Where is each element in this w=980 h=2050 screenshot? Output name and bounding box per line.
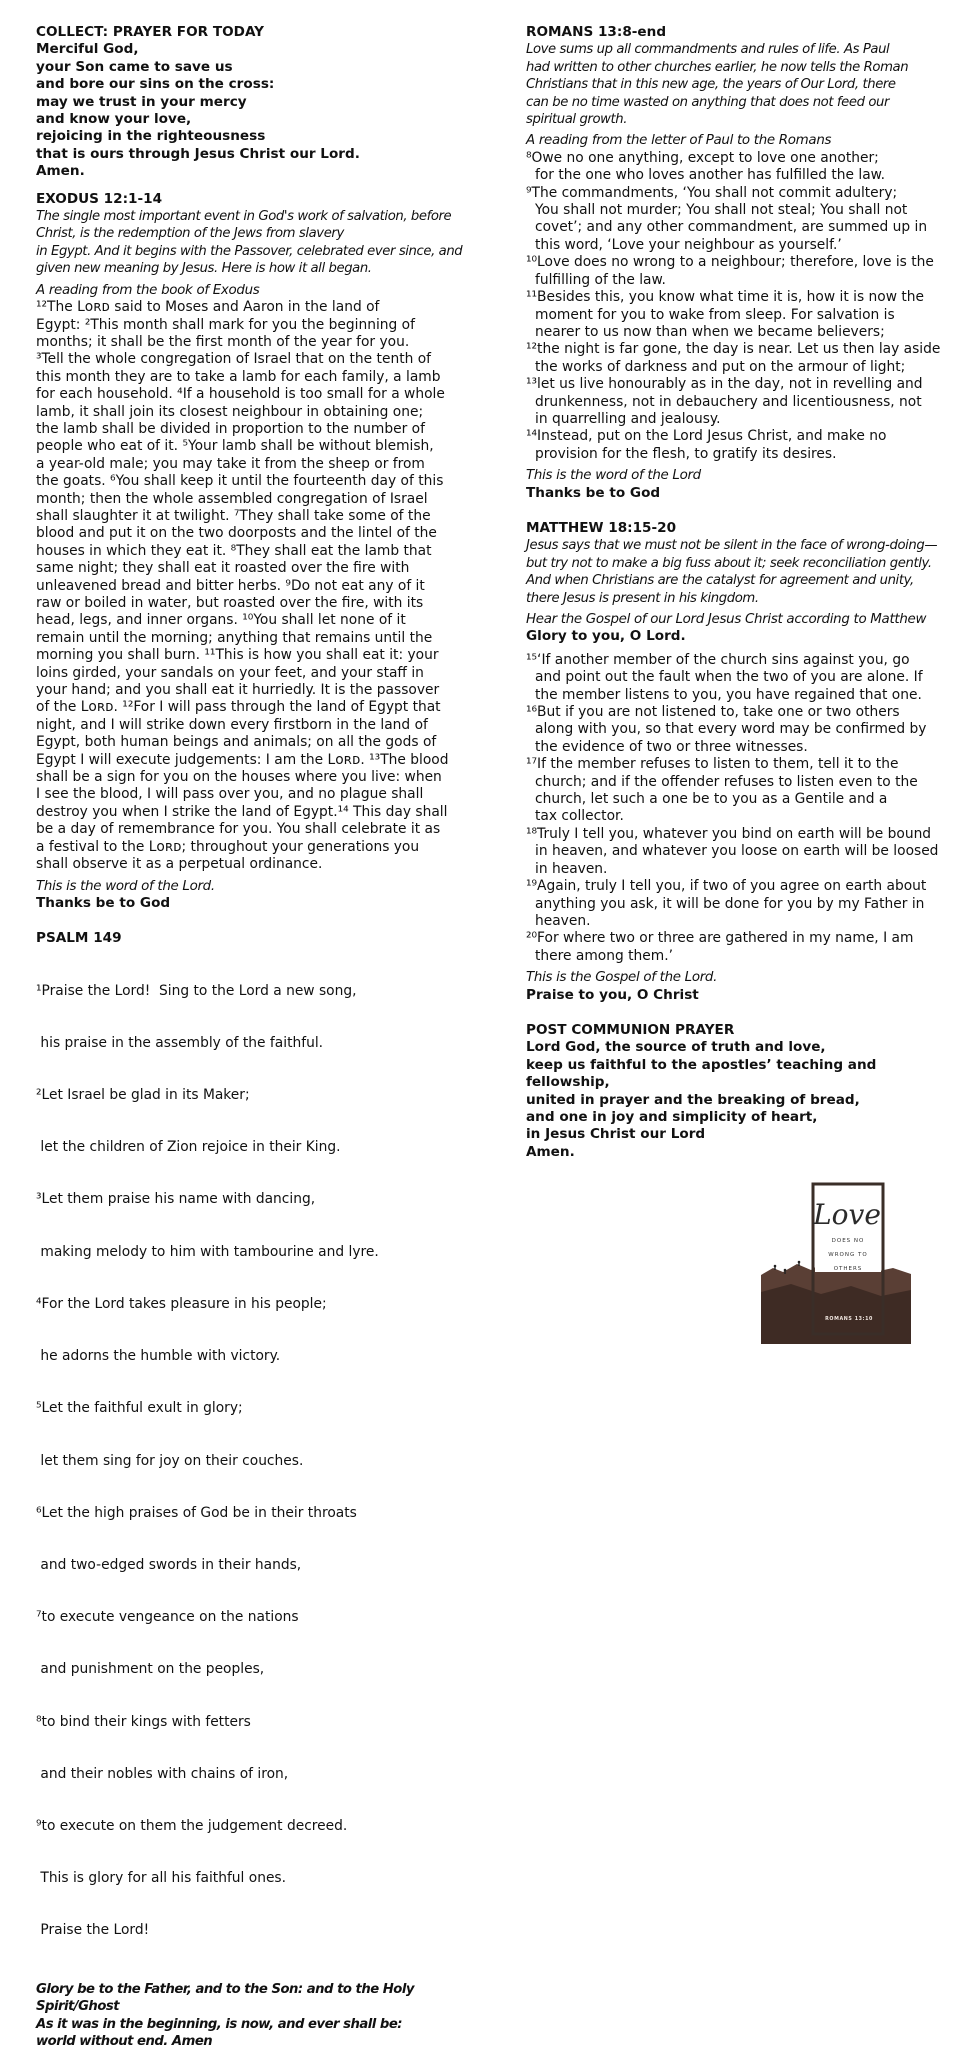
verse <box>526 341 960 376</box>
intro-line: had written to other churches earlier, he now tells the Roman <box>526 59 909 75</box>
exodus-section <box>36 191 476 913</box>
post-communion-prayer <box>526 1039 960 1161</box>
text-line: raw or boiled in water, but roasted over the fire, with its <box>36 595 424 611</box>
verse-line: ¹⁷If the member refuses to listen to them, tell it to the <box>526 756 899 773</box>
verse-line: moment for you to wake from sleep. For salvation is <box>535 306 895 323</box>
exodus-intro <box>36 208 476 278</box>
verse <box>526 185 960 255</box>
left-column <box>36 24 476 2050</box>
text-line: of the Lᴏʀᴅ. ¹²For I will pass through the land of Egypt that <box>36 699 441 716</box>
verse-line: ¹¹Besides this, you know what time it is, how it is now the <box>526 289 925 306</box>
exodus-ending: This is the word of the Lord. <box>36 878 215 894</box>
romans-text <box>526 150 960 463</box>
text-line: shall slaughter it at twilight. ⁷They shall take some of the <box>36 507 431 524</box>
psalm-line: making melody to him with tambourine and lyre. <box>36 1243 379 1260</box>
collect-section <box>36 24 476 181</box>
collect-line: your Son came to save us <box>36 58 233 75</box>
intro-line: Jesus says that we must not be silent in the face of wrong-doing— <box>526 538 938 554</box>
verse-line: in heaven, and whatever you loose on earth will be loosed <box>535 843 939 860</box>
exodus-reading-intro: A reading from the book of Exodus <box>36 282 260 298</box>
post-communion-section <box>526 1022 960 1161</box>
verse-line: ⁸Owe no one anything, except to love one another; <box>526 149 879 166</box>
poster-reference: ROMANS 13:10 <box>825 1317 873 1322</box>
psalm-line: ⁷to execute vengeance on the nations <box>36 1609 299 1626</box>
text-line: shall be a sign for you on the houses where you live: when <box>36 769 442 786</box>
psalm-line: ⁹to execute on them the judgement decreed. <box>36 1818 348 1835</box>
verse-line: tax collector. <box>535 808 624 825</box>
text-line: your hand; and you shall eat it hurriedly. It is the passover <box>36 682 440 699</box>
poster-line: OTHERS <box>833 1266 863 1272</box>
collect-line: may we trust in your mercy <box>36 93 247 110</box>
verse-line: the works of darkness and put on the armour of light; <box>535 358 906 375</box>
verse <box>526 254 960 289</box>
text-line: shall observe it as a perpetual ordinance. <box>36 856 323 873</box>
intro-line: in Egypt. And it begins with the Passover, celebrated ever since, and <box>36 243 463 259</box>
gloria-line: As it was in the beginning, is now, and ever shall be: <box>36 2016 403 2032</box>
matthew-ending: This is the Gospel of the Lord. <box>526 970 718 986</box>
intro-line: given new meaning by Jesus. Here is how it all began. <box>36 261 372 277</box>
verse <box>526 289 960 341</box>
verse-line: there among them.’ <box>535 947 673 964</box>
text-line: head, legs, and inner organs. ¹⁰You shall let none of it <box>36 612 406 629</box>
text-line: Egypt: ²This month shall mark for you the beginning of <box>36 316 415 333</box>
exodus-heading: EXODUS 12:1-14 <box>36 190 163 207</box>
prayer-line: keep us faithful to the apostles’ teaching and fellowship, <box>526 1056 877 1091</box>
verse-line: ¹⁰Love does no wrong to a neighbour; therefore, love is the <box>526 254 934 271</box>
poster-script-word: Love <box>813 1198 881 1231</box>
text-line: a festival to the Lᴏʀᴅ; throughout your generations you <box>36 838 420 855</box>
prayer-line: and one in joy and simplicity of heart, <box>526 1108 818 1125</box>
text-line: loins girded, your sandals on your feet, and your staff in <box>36 664 424 681</box>
psalm-line: ²Let Israel be glad in its Maker; <box>36 1086 250 1103</box>
text-line: destroy you when I strike the land of Egypt.¹⁴ This day shall <box>36 803 448 820</box>
verse-line: nearer to us now than when we became believers; <box>535 323 885 340</box>
verse <box>526 704 960 756</box>
right-column <box>526 24 960 1161</box>
verse-line: in heaven. <box>535 860 608 877</box>
romans-response: Thanks be to God <box>526 484 661 501</box>
matthew-section <box>526 520 960 1004</box>
verse-line: ⁹The commandments, ‘You shall not commit adultery; <box>526 184 898 201</box>
person-figure <box>784 1271 785 1274</box>
psalm-heading: PSALM 149 <box>36 930 122 947</box>
verse <box>526 826 960 878</box>
verse-line: this word, ‘Love your neighbour as yourself.’ <box>535 236 842 253</box>
verse <box>526 930 960 965</box>
prayer-line: united in prayer and the breaking of bread, <box>526 1091 860 1108</box>
psalm-line: ³Let them praise his name with dancing, <box>36 1191 316 1208</box>
intro-line: spiritual growth. <box>526 112 628 128</box>
collect-line: Amen. <box>36 163 85 180</box>
text-line: a year-old male; you may take it from the sheep or from <box>36 455 425 472</box>
love-poster-image <box>761 1180 911 1344</box>
text-line: Egypt I will execute judgements: I am the Lᴏʀᴅ. ¹³The blood <box>36 751 449 768</box>
psalm-line: his praise in the assembly of the faithful. <box>36 1034 324 1051</box>
intro-line: The single most important event in God's work of salvation, before <box>36 209 452 225</box>
verse-line: in quarrelling and jealousy. <box>535 410 721 427</box>
psalm-text <box>36 948 476 1975</box>
collect-line: that is ours through Jesus Christ our Lord. <box>36 145 360 162</box>
verse-line: ¹³let us live honourably as in the day, not in revelling and <box>526 376 923 393</box>
text-line: unleavened bread and bitter herbs. ⁹Do not eat any of it <box>36 577 425 594</box>
intro-line: And when Christians are the catalyst for agreement and unity, <box>526 573 914 589</box>
psalm-line: ⁵Let the faithful exult in glory; <box>36 1400 243 1417</box>
verse-line: drunkenness, not in debauchery and licentiousness, not <box>535 393 922 410</box>
verse-line: fulfilling of the law. <box>535 271 666 288</box>
person-figure <box>774 1267 775 1270</box>
verse-line: anything you ask, it will be done for you by my Father in <box>535 895 925 912</box>
poster-line: WRONG TO <box>828 1252 868 1258</box>
romans-intro <box>526 41 960 128</box>
verse-line: the evidence of two or three witnesses. <box>535 738 808 755</box>
psalm-line: Praise the Lord! <box>36 1922 150 1939</box>
gloria <box>36 1981 476 2050</box>
psalm-section <box>36 930 476 2050</box>
verse-line: You shall not murder; You shall not steal; You shall not <box>535 202 908 219</box>
psalm-line: he adorns the humble with victory. <box>36 1348 281 1365</box>
person-figure <box>784 1269 787 1272</box>
psalm-line: ⁶Let the high praises of God be in their throats <box>36 1504 357 1521</box>
person-figure <box>798 1261 801 1264</box>
collect-line: and bore our sins on the cross: <box>36 76 275 93</box>
verse <box>526 878 960 930</box>
matthew-text <box>526 652 960 965</box>
text-line: the goats. ⁶You shall keep it until the fourteenth day of this <box>36 473 444 490</box>
text-line: morning you shall burn. ¹¹This is how you shall eat it: your <box>36 647 439 664</box>
psalm-line: ⁸to bind their kings with fetters <box>36 1713 251 1730</box>
verse <box>526 376 960 428</box>
text-line: blood and put it on the two doorposts and the lintel of the <box>36 525 437 542</box>
text-line: lamb, it shall join its closest neighbour in obtaining one; <box>36 403 424 420</box>
psalm-line: let the children of Zion rejoice in their King. <box>36 1139 341 1156</box>
text-line: remain until the morning; anything that remains until the <box>36 629 433 646</box>
verse-line: church, let such a one be to you as a Gentile and a <box>535 791 888 808</box>
prayer-line: Amen. <box>526 1143 575 1160</box>
psalm-line: ¹Praise the Lord! Sing to the Lord a new song, <box>36 982 357 999</box>
verse-line: ¹⁹Again, truly I tell you, if two of you agree on earth about <box>526 878 927 895</box>
collect-line: Merciful God, <box>36 41 139 58</box>
verse-line: heaven. <box>535 912 591 929</box>
prayer-line: Lord God, the source of truth and love, <box>526 1039 826 1056</box>
text-line: be a day of remembrance for you. You shall celebrate it as <box>36 821 441 838</box>
verse-line: for the one who loves another has fulfilled the law. <box>535 167 886 184</box>
text-line: this month they are to take a lamb for each family, a lamb <box>36 368 441 385</box>
verse <box>526 756 960 826</box>
matthew-pre-response: Glory to you, O Lord. <box>526 628 686 645</box>
text-line: for each household. ⁴If a household is too small for a whole <box>36 386 445 403</box>
intro-line: Christians that in this new age, the years of Our Lord, there <box>526 77 896 93</box>
verse <box>526 428 960 463</box>
text-line: ¹²The Lᴏʀᴅ said to Moses and Aaron in the land of <box>36 299 380 316</box>
collect-line: and know your love, <box>36 111 192 128</box>
intro-line: Love sums up all commandments and rules of life. As Paul <box>526 42 890 58</box>
gloria-line: world without end. Amen <box>36 2033 213 2049</box>
person-figure <box>798 1263 799 1266</box>
matthew-intro <box>526 537 960 607</box>
exodus-response: Thanks be to God <box>36 894 171 911</box>
romans-heading: ROMANS 13:8-end <box>526 24 667 40</box>
psalm-line: ⁴For the Lord takes pleasure in his people; <box>36 1295 327 1312</box>
verse-line: along with you, so that every word may be confirmed by <box>535 721 927 738</box>
text-line: ³Tell the whole congregation of Israel that on the tenth of <box>36 351 432 368</box>
text-line: Egypt, both human beings and animals; on all the gods of <box>36 734 437 751</box>
post-communion-heading: POST COMMUNION PRAYER <box>526 1021 735 1038</box>
text-line: people who eat of it. ⁵Your lamb shall be without blemish, <box>36 438 434 455</box>
poster-illustration <box>761 1180 911 1344</box>
gloria-line: Glory be to the Father, and to the Son: and to the Holy Spirit/Ghost <box>36 1981 414 2015</box>
text-line: same night; they shall eat it roasted over the fire with <box>36 560 410 577</box>
verse-line: provision for the flesh, to gratify its desires. <box>535 445 837 462</box>
matthew-reading-intro: Hear the Gospel of our Lord Jesus Christ according to Matthew <box>526 612 927 627</box>
matthew-heading: MATTHEW 18:15-20 <box>526 519 677 536</box>
verse <box>526 652 960 704</box>
poster-line: DOES NO <box>831 1238 865 1244</box>
verse-line: ¹⁸Truly I tell you, whatever you bind on earth will be bound <box>526 825 932 842</box>
collect-line: rejoicing in the righteousness <box>36 128 266 145</box>
romans-section <box>526 24 960 502</box>
intro-line: but try not to make a big fuss about it; seek reconciliation gently. <box>526 555 932 571</box>
psalm-line: This is glory for all his faithful ones. <box>36 1870 287 1887</box>
text-line: night, and I will strike down every firstborn in the land of <box>36 716 428 733</box>
collect-heading: COLLECT: PRAYER FOR TODAY <box>36 24 265 40</box>
psalm-line: and punishment on the peoples, <box>36 1661 265 1678</box>
intro-line: Christ, is the redemption of the Jews from slavery <box>36 226 344 242</box>
verse-line: church; and if the offender refuses to listen even to the <box>535 773 918 790</box>
psalm-line: and two-edged swords in their hands, <box>36 1556 302 1573</box>
intro-line: can be no time wasted on anything that does not feed our <box>526 94 889 110</box>
romans-reading-intro: A reading from the letter of Paul to the Romans <box>526 133 832 149</box>
text-line: month; then the whole assembled congregation of Israel <box>36 490 428 507</box>
text-line: I see the blood, I will pass over you, and no plague shall <box>36 786 424 803</box>
verse-line: ²⁰For where two or three are gathered in my name, I am <box>526 930 914 947</box>
person-figure <box>774 1265 777 1268</box>
exodus-text <box>36 299 476 873</box>
verse-line: the member listens to you, you have regained that one. <box>535 686 922 703</box>
romans-ending: This is the word of the Lord <box>526 468 701 484</box>
psalm-line: let them sing for joy on their couches. <box>36 1452 304 1469</box>
prayer-line: in Jesus Christ our Lord <box>526 1126 706 1143</box>
intro-line: there Jesus is present in his kingdom. <box>526 590 759 606</box>
text-line: the lamb shall be divided in proportion to the number of <box>36 420 425 437</box>
verse-line: ¹⁴Instead, put on the Lord Jesus Christ, and make no <box>526 428 887 445</box>
text-line: months; it shall be the first month of the year for you. <box>36 333 410 350</box>
verse <box>526 150 960 185</box>
verse-line: ¹⁶But if you are not listened to, take one or two others <box>526 704 900 721</box>
verse-line: ¹⁵‘If another member of the church sins against you, go <box>526 651 910 668</box>
verse-line: ¹²the night is far gone, the day is near. Let us then lay aside <box>526 341 941 358</box>
collect-prayer <box>36 41 476 180</box>
verse-line: covet’; and any other commandment, are summed up in <box>535 219 928 236</box>
matthew-response: Praise to you, O Christ <box>526 986 699 1003</box>
verse-line: and point out the fault when the two of you are alone. If <box>535 669 923 686</box>
text-line: houses in which they eat it. ⁸They shall eat the lamb that <box>36 542 432 559</box>
psalm-line: and their nobles with chains of iron, <box>36 1765 289 1782</box>
